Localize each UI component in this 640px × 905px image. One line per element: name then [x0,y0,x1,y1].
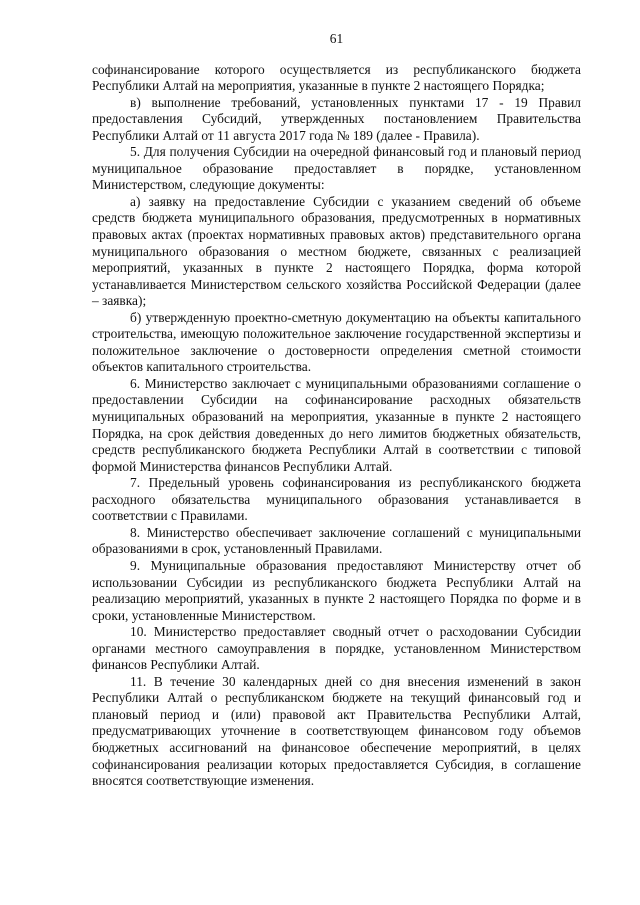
paragraph-continuation: софинансирование которого осуществляется из республиканского бюджета Республики Алтай на мероприятия, указанные в пункте 2 настоящего Порядка; [92,61,581,94]
paragraph-item-a: а) заявку на предоставление Субсидии с указанием сведений об объеме средств бюджета муниципального образования, предусмотренных в нормативных правовых актах (проектах нормативных правовых актов) представительного органа муниципального образования о местном бюджете, связанных с реализацией мероприятий, указанных в пункте 2 настоящего Порядка, форма которой устанавливается Министерством сельского хозяйства Российской Федерации (далее – заявка); [92,193,581,309]
paragraph-item-b: б) утвержденную проектно-сметную документацию на объекты капитального строительства, имеющую положительное заключение государственной экспертизы и положительное заключение о достоверности определения сметной стоимости объектов капитального строительства. [92,309,581,375]
paragraph-clause-6: 6. Министерство заключает с муниципальными образованиями соглашение о предоставлении Субсидии на софинансирование расходных обязательств муниципальных образований на мероприятия, указанные в пункте 2 настоящего Порядка, на срок действия доведенных до него лимитов бюджетных обязательств, средств республиканского бюджета Республики Алтай в соответствии с типовой формой Министерства финансов Республики Алтай. [92,375,581,474]
page-number: 61 [329,31,344,46]
paragraph-clause-8: 8. Министерство обеспечивает заключение соглашений с муниципальными образованиями в срок, установленный Правилами. [92,524,581,557]
paragraph-clause-7: 7. Предельный уровень софинансирования из республиканского бюджета расходного обязательства муниципального образования устанавливается в соответствии с Правилами. [92,475,581,524]
paragraph-clause-5: 5. Для получения Субсидии на очередной финансовый год и плановый период муниципальное образование предоставляет в порядке, установленном Министерством, следующие документы: [92,144,581,193]
paragraph-clause-9: 9. Муниципальные образования предоставляют Министерству отчет об использовании Субсидии из республиканского бюджета Республики Алтай на реализацию мероприятий, указанных в пункте 2 настоящего Порядка по форме и в сроки, установленные Министерством. [92,557,581,623]
paragraph-item-v: в) выполнение требований, установленных пунктами 17 - 19 Правил предоставления Субсидий, утвержденных постановлением Правительства Республики Алтай от 11 августа 2017 года № 189 (далее - Правила). [92,94,581,143]
paragraph-clause-10: 10. Министерство предоставляет сводный отчет о расходовании Субсидии органами местного самоуправления в порядке, установленном Министерством финансов Республики Алтай. [92,624,581,673]
paragraph-clause-11: 11. В течение 30 календарных дней со дня внесения изменений в закон Республики Алтай о республиканском бюджете на текущий финансовый год и плановый период и (или) правовой акт Правительства Республики Алтай, предусматривающих уточнение в соответствующем финансовом году объемов бюджетных ассигнований на финансовое обеспечение мероприятий, в целях софинансирования реализации которых предоставляется Субсидия, в соглашение вносятся соответствующие изменения. [92,673,581,789]
